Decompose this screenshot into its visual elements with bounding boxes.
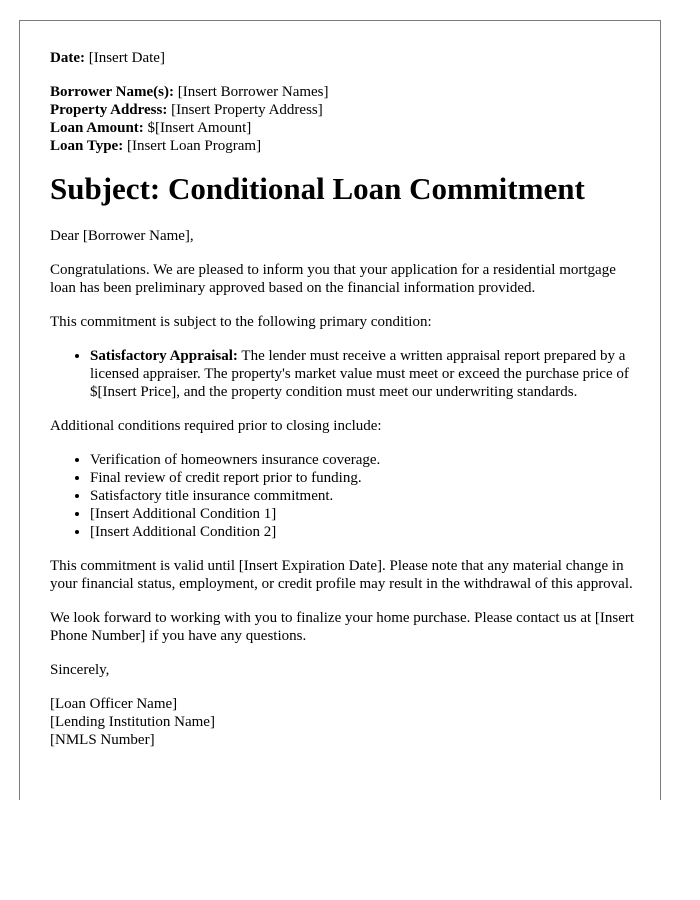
list-item: • Satisfactory title insurance commitment. — [90, 487, 640, 505]
date-label: Date: — [50, 50, 85, 66]
loan-type-value: [Insert Loan Program] — [126, 138, 262, 154]
subject-heading: Subject: Conditional Loan Commitment — [50, 171, 585, 206]
loan-type-label: Loan Type: — [50, 138, 124, 154]
condition-label: Satisfactory Appraisal: — [90, 348, 238, 364]
property-line — [50, 101, 640, 119]
list-item: • [Insert Additional Condition 2] — [90, 523, 640, 541]
primary-condition-intro: This commitment is subject to the following primary condition: — [50, 314, 432, 330]
letter-page — [19, 20, 661, 800]
date-value: [Insert Date] — [88, 50, 165, 66]
validity-paragraph: This commitment is valid until [Insert Expiration Date]. Please note that any material change in your financial status, employment, or credit profile may result in the withdrawal of this approval. — [50, 558, 633, 592]
list-item — [90, 347, 640, 401]
loan-details-block — [50, 83, 640, 155]
amount-label: Loan Amount: — [50, 120, 144, 136]
additional-conditions-intro: Additional conditions required prior to closing include: — [50, 418, 382, 434]
amount-line — [50, 119, 640, 137]
primary-condition-list — [50, 347, 640, 401]
borrower-label: Borrower Name(s): — [50, 84, 174, 100]
list-item: • Verification of homeowners insurance coverage. — [90, 451, 640, 469]
letter-content — [50, 49, 640, 749]
date-block — [50, 49, 640, 67]
list-item: • Final review of credit report prior to funding. — [90, 469, 640, 487]
contact-paragraph: We look forward to working with you to finalize your home purchase. Please contact us at [Insert Phone Number] if you have any questions. — [50, 610, 635, 644]
borrower-line — [50, 83, 640, 101]
loan-type-line — [50, 137, 640, 155]
condition-text: The lender must receive a written appraisal report prepared by a licensed appraiser. The property's market value must meet or exceed the purchase price of $[Insert Price], and the property condition must meet our underwriting standards. — [90, 348, 629, 400]
loan-officer-name: [Loan Officer Name] — [50, 696, 178, 712]
signature-block — [50, 695, 640, 749]
property-label: Property Address: — [50, 102, 168, 118]
nmls-number: [NMLS Number] — [50, 732, 155, 748]
greeting: Dear [Borrower Name], — [50, 228, 194, 244]
closing: Sincerely, — [50, 662, 110, 678]
property-value: [Insert Property Address] — [171, 102, 323, 118]
additional-conditions-list — [50, 451, 640, 541]
intro-paragraph: Congratulations. We are pleased to inform you that your application for a residential mortgage loan has been preliminary approved based on the financial information provided. — [50, 262, 616, 296]
date-line — [50, 49, 640, 67]
amount-value: $[Insert Amount] — [147, 120, 252, 136]
lending-institution-name: [Lending Institution Name] — [50, 714, 215, 730]
list-item: • [Insert Additional Condition 1] — [90, 505, 640, 523]
borrower-value: [Insert Borrower Names] — [177, 84, 329, 100]
